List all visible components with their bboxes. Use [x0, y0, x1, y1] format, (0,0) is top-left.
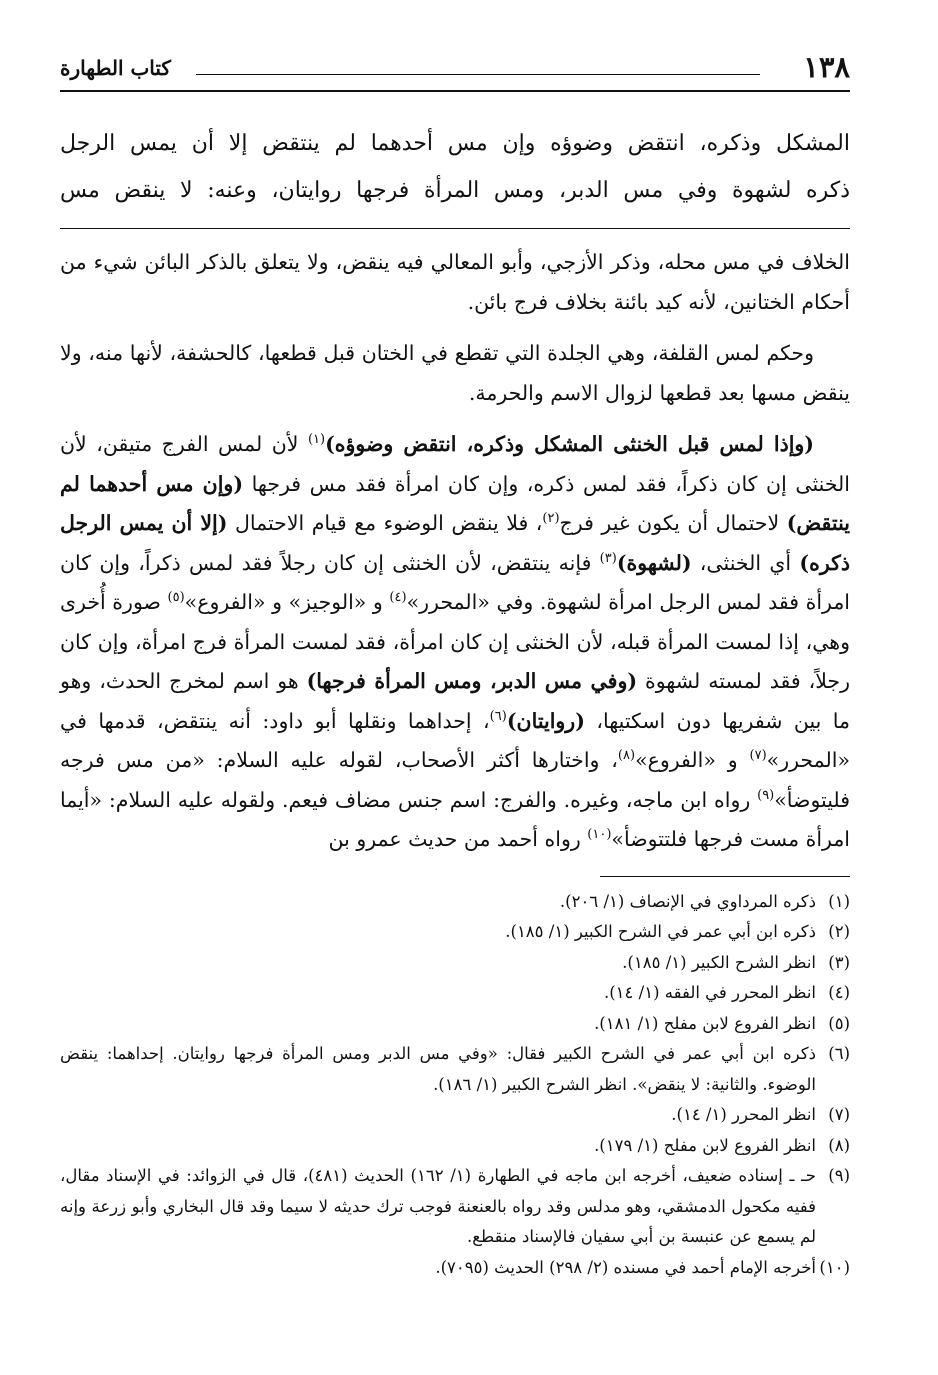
footnote	[60, 1039, 850, 1100]
footnote-ref[interactable]: (٢)	[542, 511, 560, 527]
footnote-number: (٢)	[828, 922, 850, 941]
footnotes	[60, 887, 850, 1284]
matn-quote: (لشهوة)	[616, 550, 692, 575]
text-run: ، فلا ينقض الوضوء مع قيام الاحتمال	[227, 511, 543, 535]
book-page	[60, 44, 850, 1283]
header-line	[196, 74, 760, 75]
text-run: هو اسم لمخرج الحدث، وهو ما بين شفريها دون اسكتيها،	[60, 669, 850, 733]
footnote	[60, 887, 850, 918]
paragraph: الخلاف في مس محله، وذكر الأزجي، وأبو المعالي فيه ينقض، ولا يتعلق بالذكر البائن شيء من أحكام الختانين، لأنه كيد بائنة بخلاف فرج بائن.	[60, 250, 850, 314]
footnote-number: (٥)	[828, 1013, 850, 1033]
text-run: ، واختارها أكثر الأصحاب، لقوله عليه السلام: «من مس فرجه فليتوضأ»	[60, 748, 850, 812]
footnote-text: ذكره ابن أبي عمر في الشرح الكبير فقال: «وفي مس الدبر ومس المرأة فرجها روايتان. إحداهما: ينقض الوضوء. والثانية: لا ينقض». انظر الشرح الكبير (١/ ١٨٦).	[60, 1044, 816, 1094]
footnote-text: ذكره ابن أبي عمر في الشرح الكبير (١/ ١٨٥).	[505, 922, 816, 941]
footnote-text: ذكره المرداوي في الإنصاف (١/ ٢٠٦).	[559, 891, 816, 911]
matn-quote: (وفي مس الدبر، ومس المرأة فرجها)	[306, 669, 638, 693]
footnote-number: (٦)	[828, 1044, 850, 1063]
matn-text	[60, 120, 850, 214]
footnote	[60, 948, 850, 979]
footnote-number: (١٠)	[819, 1257, 850, 1277]
text-run: و «الفروع»	[635, 748, 750, 772]
matn-line: المشكل وذكره، انتقض وضوؤه وإن مس أحدهما لم ينتقض إلا أن يمس الرجل	[60, 131, 850, 156]
page-header	[60, 44, 850, 96]
footnote-number: (١)	[828, 891, 850, 911]
text-run: رواه ابن ماجه، وغيره. والفرج: اسم جنس مضاف فيعم. ولقوله عليه السلام: «أيما امرأة مست فرجها فلتتوضأ»	[60, 787, 850, 851]
text-run: صورة أُخرى وهي، إذا لمست المرأة قبله، لأن الخنثى إن كان امرأة، فقد لمست المرأة فرج امرأة، وإن كان رجلاً، فقد لمسته لشهوة	[60, 590, 850, 693]
footnote-number: (٨)	[828, 1135, 850, 1155]
text-run: أي الخنثى،	[691, 550, 800, 575]
footnote-ref[interactable]: (٥)	[167, 590, 185, 606]
footnote-text: حـ ـ إسناده ضعيف، أخرجه ابن ماجه في الطهارة (١/ ١٦٢) الحديث (٤٨١)، قال في الزوائد: في الإسناد مقال، ففيه مكحول الدمشقي، وهو مدلس وقد رواه بالعنعنة فوجب ترك حديثه لا سيما وقد قال البخاري وأبو زرعة وإنه لم يسمع عن عنبسة بن أبي سفيان فالإسناد منقطع.	[60, 1166, 816, 1246]
matn-quote: (إلا أن يمس الرجل ذكره)	[60, 511, 851, 575]
text-run: ، إحداهما ونقلها أبو داود: أنه ينتقض، قدمها في «المحرر»	[60, 708, 850, 772]
matn-quote: (وإن مس أحدهما لم ينتقض)	[60, 471, 850, 535]
text-run: و «الوجيز» و «الفروع»	[184, 590, 390, 614]
matn-quote: (روايتان)	[506, 708, 585, 733]
commentary-text	[60, 243, 850, 860]
text-run: لأن لمس الفرج متيقن، لأن الخنثى إن كان ذكراً، فقد لمس ذكره، وإن كان امرأة فقد مس فرجها	[60, 432, 851, 496]
footnote	[60, 1100, 850, 1131]
running-head: كتاب الطهارة	[60, 56, 171, 80]
page-number: ١٣٨	[803, 50, 850, 84]
text-run: لاحتمال أن يكون غير فرج	[559, 511, 787, 535]
footnote-ref[interactable]: (٩)	[757, 787, 775, 803]
footnote-number: (٩)	[828, 1166, 850, 1185]
footnote-number: (٤)	[828, 983, 850, 1002]
text-run: فإنه ينتقض، لأن الخنثى إن كان رجلاً فقد لمس ذكراً، وإن كان امرأة فقد لمس الرجل امرأة لشهوة. وفي «المحرر»	[60, 550, 851, 614]
footnote	[60, 1009, 850, 1040]
footnote-ref[interactable]: (٤)	[389, 590, 407, 606]
footnote	[60, 1131, 850, 1162]
footnote-text: انظر الفروع لابن مفلح (١/ ١٧٩).	[594, 1135, 816, 1155]
footnote-number: (٣)	[828, 952, 850, 972]
footnote-ref[interactable]: (٣)	[599, 550, 617, 566]
footnote-text: أخرجه الإمام أحمد في مسنده (٢/ ٢٩٨) الحديث (٧٠٩٥).	[435, 1257, 816, 1277]
matn-line: ذكره لشهوة وفي مس الدبر، ومس المرأة فرجها روايتان، وعنه: لا ينقض مس	[60, 178, 850, 203]
footnote	[60, 978, 850, 1009]
matn-separator	[60, 228, 850, 229]
footnote-text: انظر الفروع لابن مفلح (١/ ١٨١).	[594, 1013, 816, 1033]
footnote	[60, 1161, 850, 1253]
footnote-text: انظر الشرح الكبير (١/ ١٨٥).	[622, 952, 816, 972]
paragraph: وحكم لمس القلفة، وهي الجلدة التي تقطع في الختان قبل قطعها، كالحشفة، لأنها منه، ولا ينقض مسها بعد قطعها لزوال الاسم والحرمة.	[60, 341, 850, 405]
footnote-separator	[600, 876, 850, 877]
footnote-ref[interactable]: (٨)	[617, 748, 636, 764]
text-run: رواه أحمد من حديث عمرو بن	[328, 827, 588, 851]
footnote-text: انظر المحرر في الفقه (١/ ١٤).	[603, 983, 816, 1002]
footnote-ref[interactable]: (١)	[307, 432, 326, 448]
footnote-number: (٧)	[828, 1105, 850, 1124]
header-rule	[60, 90, 850, 92]
footnote-ref[interactable]: (٧)	[749, 748, 767, 764]
footnote	[60, 917, 850, 948]
footnote-ref[interactable]: (٦)	[489, 708, 507, 724]
footnote	[60, 1253, 850, 1284]
paragraph-main	[60, 425, 850, 860]
footnote-ref[interactable]: (١٠)	[587, 827, 612, 843]
matn-quote: (وإذا لمس قبل الخنثى المشكل وذكره، انتقض وضوؤه)	[325, 432, 815, 456]
footnote-text: انظر المحرر (١/ ١٤).	[671, 1105, 816, 1124]
